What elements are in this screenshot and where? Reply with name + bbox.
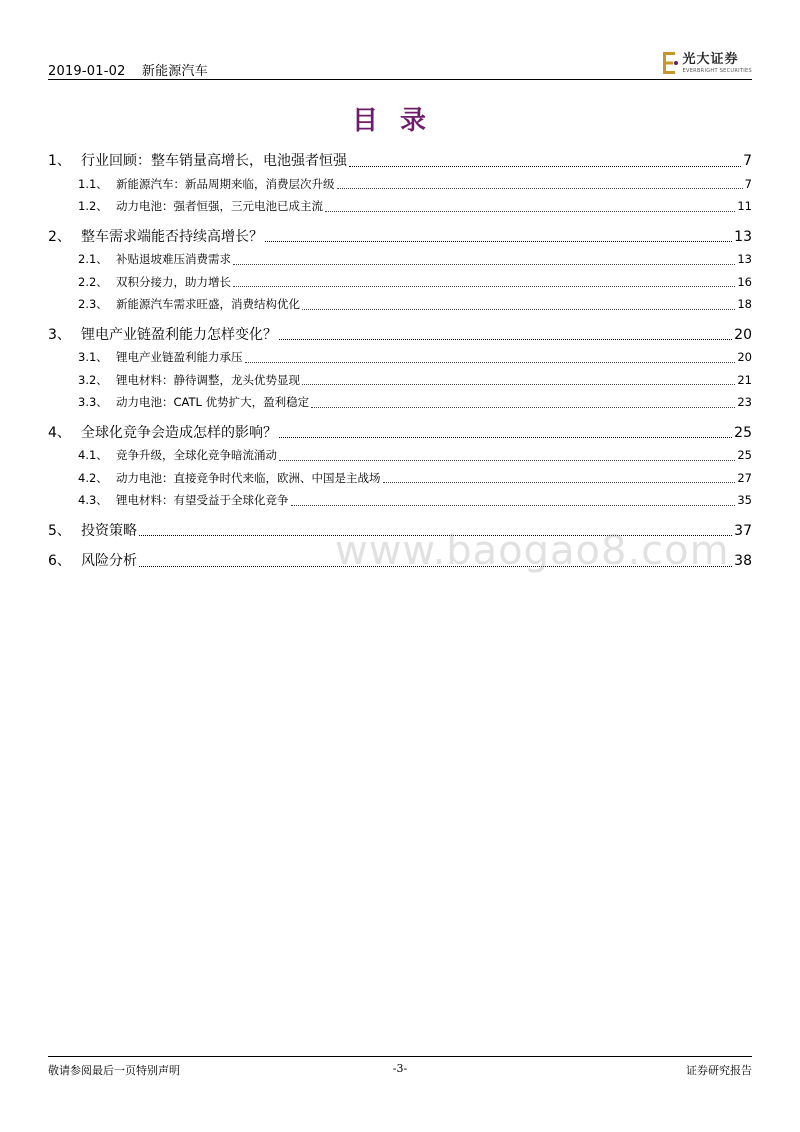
toc-entry-number: 5、 (48, 522, 71, 539)
toc-entry[interactable] (48, 444, 752, 467)
toc-entry-number: 2.3、 (78, 297, 108, 311)
toc-leader-dots (337, 187, 743, 189)
toc-entry-number: 1、 (48, 153, 71, 169)
toc-entry[interactable] (48, 195, 752, 218)
report-date: 2019-01-02 (48, 64, 126, 79)
toc-entry-number: 1.2、 (78, 199, 108, 213)
toc-entry-title: 投资策略 (81, 522, 137, 539)
toc-entry[interactable] (48, 391, 752, 414)
toc-entry-number: 3.1、 (78, 350, 108, 364)
table-of-contents (48, 150, 752, 573)
toc-leader-dots (279, 459, 735, 461)
toc-entry-title: 锂电产业链盈利能力怎样变化？ (81, 326, 277, 343)
toc-entry-number: 1.1、 (78, 176, 108, 191)
toc-leader-dots (325, 210, 735, 212)
toc-entry-page: 20 (737, 350, 752, 364)
toc-leader-dots (279, 436, 732, 438)
toc-entry-number: 6、 (48, 553, 71, 569)
toc-entry[interactable] (48, 150, 752, 173)
toc-entry-title: 新能源汽车需求旺盛，消费结构优化 (116, 297, 300, 311)
toc-entry-number: 2.2、 (78, 274, 108, 289)
toc-entry-page: 13 (737, 252, 752, 266)
footer-report-type: 证券研究报告 (686, 1064, 752, 1077)
toc-entry-page: 16 (737, 274, 752, 289)
toc-entry-title: 动力电池：直接竞争时代来临，欧洲、中国是主战场 (116, 470, 381, 485)
toc-leader-dots (233, 263, 735, 265)
toc-entry[interactable] (48, 467, 752, 490)
toc-entry-page: 20 (734, 326, 752, 343)
toc-entry-number: 3.2、 (78, 372, 108, 387)
toc-entry-page: 11 (737, 199, 752, 213)
toc-entry-number: 2.1、 (78, 252, 108, 266)
footer-disclaimer: 敬请参阅最后一页特别声明 (48, 1064, 180, 1077)
toc-entry-title: 锂电材料：有望受益于全球化竞争 (116, 493, 289, 507)
page-title: 目录 (351, 106, 448, 136)
toc-entry[interactable] (48, 369, 752, 392)
toc-entry-number: 2、 (48, 228, 71, 245)
toc-entry-number: 4、 (48, 424, 71, 441)
toc-entry[interactable] (48, 324, 752, 347)
toc-entry-number: 4.2、 (78, 470, 108, 485)
toc-leader-dots (233, 285, 735, 287)
toc-entry-page: 7 (744, 176, 752, 191)
toc-entry[interactable] (48, 346, 752, 369)
toc-leader-dots (291, 504, 736, 506)
toc-entry-number: 4.1、 (78, 448, 108, 462)
toc-entry-page: 35 (737, 493, 752, 507)
toc-entry-title: 新能源汽车：新品周期来临，消费层次升级 (116, 176, 335, 191)
toc-entry-title: 补贴退坡难压消费需求 (116, 252, 231, 266)
toc-entry[interactable] (48, 271, 752, 294)
toc-entry[interactable] (48, 226, 752, 249)
toc-entry-title: 锂电产业链盈利能力承压 (116, 350, 243, 364)
toc-leader-dots (383, 481, 736, 483)
toc-entry[interactable] (48, 293, 752, 316)
toc-entry-title: 全球化竞争会造成怎样的影响？ (81, 424, 277, 441)
watermark: www.baogao8.com (335, 528, 730, 574)
toc-entry-title: 风险分析 (81, 553, 137, 569)
toc-entry-title: 整车需求端能否持续高增长？ (81, 228, 263, 245)
toc-entry-title: 竞争升级，全球化竞争暗流涌动 (116, 448, 277, 462)
toc-entry[interactable] (48, 248, 752, 271)
toc-entry-title: 动力电池：CATL 优势扩大，盈利稳定 (116, 395, 310, 409)
toc-entry-title: 锂电材料：静待调整，龙头优势显现 (116, 372, 300, 387)
header-meta (48, 60, 208, 79)
toc-entry-page: 23 (737, 395, 752, 409)
toc-leader-dots (311, 406, 735, 408)
logo-mark-icon (663, 51, 679, 75)
toc-entry-number: 3.3、 (78, 395, 108, 409)
toc-leader-dots (302, 383, 735, 385)
page-number: -3- (392, 1062, 408, 1075)
toc-entry-title: 行业回顾：整车销量高增长，电池强者恒强 (81, 153, 347, 169)
toc-leader-dots (245, 361, 736, 363)
toc-entry-page: 13 (734, 228, 752, 245)
brand-logo (663, 50, 752, 76)
toc-entry-page: 18 (737, 297, 752, 311)
toc-leader-dots (279, 338, 732, 340)
report-topic: 新能源汽车 (141, 64, 208, 79)
logo-chinese-name: 光大证券 (682, 51, 739, 67)
toc-entry-title: 动力电池：强者恒强，三元电池已成主流 (116, 199, 323, 213)
logo-english-name: EVERBRIGHT SECURITIES (682, 67, 752, 74)
toc-entry-number: 3、 (48, 326, 71, 343)
toc-leader-dots (265, 240, 732, 242)
toc-entry[interactable] (48, 422, 752, 445)
toc-entry-page: 25 (737, 448, 752, 462)
toc-entry-title: 双积分接力，助力增长 (116, 274, 231, 289)
toc-leader-dots (302, 308, 735, 310)
toc-entry-page: 38 (734, 553, 752, 569)
toc-entry-page: 21 (737, 372, 752, 387)
footer-divider (48, 1056, 752, 1057)
toc-entry-page: 27 (737, 470, 752, 485)
toc-leader-dots (349, 165, 741, 167)
toc-entry-page: 7 (743, 153, 752, 169)
toc-entry[interactable] (48, 489, 752, 512)
toc-entry-number: 4.3、 (78, 493, 108, 507)
toc-entry-page: 37 (734, 522, 752, 539)
header-divider (48, 79, 752, 80)
toc-entry[interactable] (48, 173, 752, 196)
toc-entry-page: 25 (734, 424, 752, 441)
